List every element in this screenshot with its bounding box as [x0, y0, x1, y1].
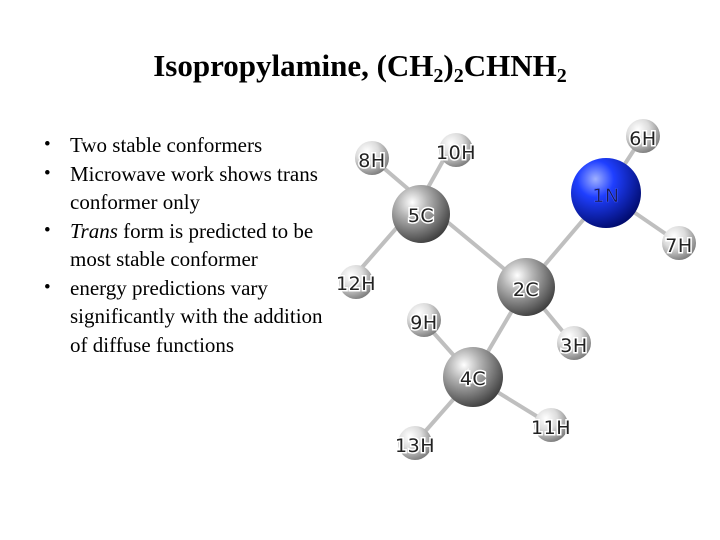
label-3H: 3H	[560, 335, 588, 357]
bullet-icon: •	[44, 276, 51, 298]
label-13H: 13H	[395, 435, 435, 457]
bullet-item: • Two stable conformers	[42, 131, 342, 160]
bullet-icon: •	[44, 219, 51, 241]
label-7H: 7H	[665, 235, 693, 257]
label-4C: 4C	[459, 368, 487, 390]
label-5C: 5C	[407, 205, 435, 227]
label-11H: 11H	[531, 417, 571, 439]
atom-labels	[336, 128, 693, 457]
label-8H: 8H	[358, 150, 386, 172]
label-9H: 9H	[410, 312, 438, 334]
label-10H: 10H	[436, 142, 476, 164]
bullet-icon: •	[44, 162, 51, 184]
label-12H: 12H	[336, 273, 376, 295]
label-1N: 1N	[592, 185, 620, 207]
slide-title: Isopropylamine, $(CH_2)_2CHNH_2$	[153, 48, 567, 87]
bullet-item: • Trans form is predicted to be most stable conformer	[44, 218, 314, 271]
label-6H: 6H	[629, 128, 657, 150]
label-2C: 2C	[512, 279, 540, 301]
bullet-item: • Microwave work shows trans conformer only	[44, 161, 318, 214]
bullet-item: • energy predictions vary significantly with the addition of diffuse functions	[44, 275, 323, 357]
bullet-icon: •	[44, 134, 51, 155]
